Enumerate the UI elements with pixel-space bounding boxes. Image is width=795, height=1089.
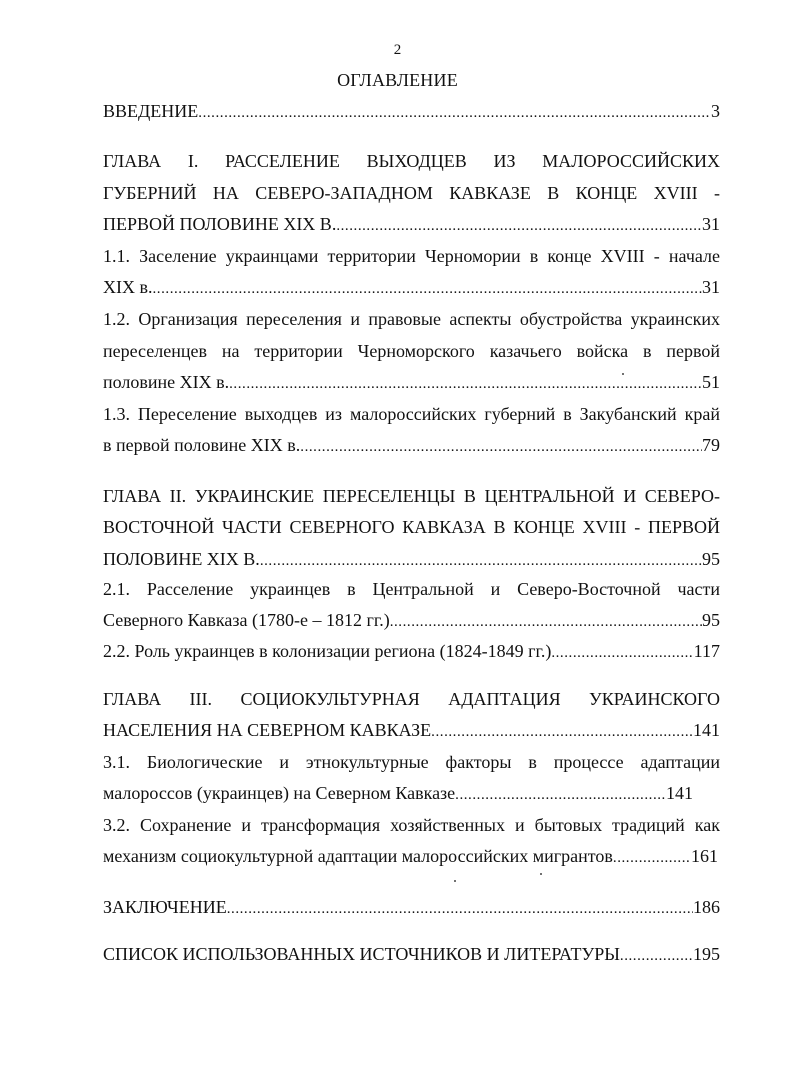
- toc-chapter-2-line-3: [103, 548, 720, 572]
- toc-entry-text: ЗАКЛЮЧЕНИЕ: [103, 897, 227, 917]
- toc-entry-conclusion: [103, 896, 720, 920]
- toc-entry-page: 3: [711, 101, 720, 121]
- scan-speck: [540, 873, 542, 875]
- toc-entry-page: 195: [693, 944, 720, 964]
- toc-section-1-2-line-1: 1.2. Организация переселения и правовые аспекты обустройства украинских: [103, 309, 720, 329]
- toc-entry-sources: [103, 943, 720, 967]
- toc-title: ОГЛАВЛЕНИЕ: [337, 70, 458, 90]
- dot-leader: [260, 548, 702, 572]
- dot-leader: [613, 845, 691, 869]
- toc-entry-page: 31: [702, 277, 720, 297]
- toc-chapter-3-line-1: ГЛАВА III. СОЦИОКУЛЬТУРНАЯ АДАПТАЦИЯ УКРАИНСКОГО: [103, 689, 720, 709]
- dot-leader: [620, 943, 693, 967]
- toc-entry-text: ВВЕДЕНИЕ: [103, 101, 199, 121]
- dot-leader: [431, 719, 693, 743]
- toc-chapter-2-line-1: ГЛАВА II. УКРАИНСКИЕ ПЕРЕСЕЛЕНЦЫ В ЦЕНТРАЛЬНОЙ И СЕВЕРО-: [103, 486, 720, 506]
- toc-chapter-1-line-2: ГУБЕРНИЙ НА СЕВЕРО-ЗАПАДНОМ КАВКАЗЕ В КОНЦЕ XVIII -: [103, 183, 720, 203]
- toc-entry-text: ПЕРВОЙ ПОЛОВИНЕ XIX В.: [103, 214, 337, 234]
- toc-entry-text: XIX в.: [103, 277, 153, 297]
- toc-entry-text: ПОЛОВИНЕ XIX В.: [103, 549, 260, 569]
- toc-entry-text: Северного Кавказа (1780-е – 1812 гг.): [103, 610, 390, 630]
- toc-section-1-1-line-1: 1.1. Заселение украинцами территории Черномории в конце XVIII - начале: [103, 246, 720, 266]
- toc-entry-page: 79: [702, 435, 720, 455]
- toc-entry-text: НАСЕЛЕНИЯ НА СЕВЕРНОМ КАВКАЗЕ: [103, 720, 432, 740]
- dot-leader: [229, 371, 702, 395]
- toc-section-3-2-line-2: [103, 845, 718, 869]
- toc-section-3-1-line-1: 3.1. Биологические и этнокультурные факторы в процессе адаптации: [103, 752, 720, 772]
- toc-entry-text: в первой половине XIX в.: [103, 435, 301, 455]
- toc-entry-text: механизм социокультурной адаптации малороссийских мигрантов: [103, 846, 613, 866]
- toc-section-3-2-line-1: 3.2. Сохранение и трансформация хозяйственных и бытовых традиций как: [103, 815, 720, 835]
- toc-section-2-1-line-1: 2.1. Расселение украинцев в Центральной и Северо-Восточной части: [103, 579, 720, 599]
- toc-section-3-1-line-2: [103, 782, 693, 806]
- page-number: 2: [393, 42, 402, 58]
- toc-entry-page: 95: [702, 549, 720, 569]
- toc-entry-text: половине XIX в.: [103, 372, 230, 392]
- scan-speck: [622, 373, 624, 375]
- dot-leader: [227, 896, 693, 920]
- toc-entry-page: 31: [702, 214, 720, 234]
- toc-section-1-1-line-2: [103, 276, 720, 300]
- toc-entry-intro: [103, 100, 720, 124]
- dot-leader: [551, 640, 693, 664]
- toc-entry-page: 161: [691, 846, 718, 866]
- toc-section-1-2-line-2: переселенцев на территории Черноморского казачьего войска в первой: [103, 341, 720, 361]
- toc-entry-page: 141: [693, 720, 720, 740]
- dot-leader: [336, 213, 702, 237]
- dot-leader: [390, 609, 702, 633]
- toc-chapter-1-line-3: [103, 213, 720, 237]
- toc-section-2-1-line-2: [103, 609, 720, 633]
- toc-entry-page: 117: [693, 641, 720, 661]
- toc-entry-page: 51: [702, 372, 720, 392]
- toc-section-1-2-line-3: [103, 371, 720, 395]
- dot-leader: [455, 782, 666, 806]
- toc-chapter-3-line-2: [103, 719, 720, 743]
- dot-leader: [198, 100, 711, 124]
- toc-entry-page: 141: [666, 783, 693, 803]
- toc-entry-page: 186: [693, 897, 720, 917]
- toc-chapter-1-line-1: ГЛАВА I. РАССЕЛЕНИЕ ВЫХОДЦЕВ ИЗ МАЛОРОССИЙСКИХ: [103, 151, 720, 171]
- toc-entry-page: 95: [702, 610, 720, 630]
- toc-section-2-2: [103, 640, 720, 664]
- toc-section-1-3-line-2: [103, 434, 720, 458]
- toc-section-1-3-line-1: 1.3. Переселение выходцев из малороссийских губерний в Закубанский край: [103, 404, 720, 424]
- toc-chapter-2-line-2: ВОСТОЧНОЙ ЧАСТИ СЕВЕРНОГО КАВКАЗА В КОНЦЕ XVIII - ПЕРВОЙ: [103, 517, 720, 537]
- dot-leader: [153, 276, 703, 300]
- toc-entry-text: 2.2. Роль украинцев в колонизации региона (1824-1849 гг.): [103, 641, 552, 661]
- dot-leader: [300, 434, 702, 458]
- toc-entry-text: малороссов (украинцев) на Северном Кавказе: [103, 783, 456, 803]
- toc-entry-text: СПИСОК ИСПОЛЬЗОВАННЫХ ИСТОЧНИКОВ И ЛИТЕРАТУРЫ: [103, 944, 620, 964]
- scan-speck: [454, 880, 456, 882]
